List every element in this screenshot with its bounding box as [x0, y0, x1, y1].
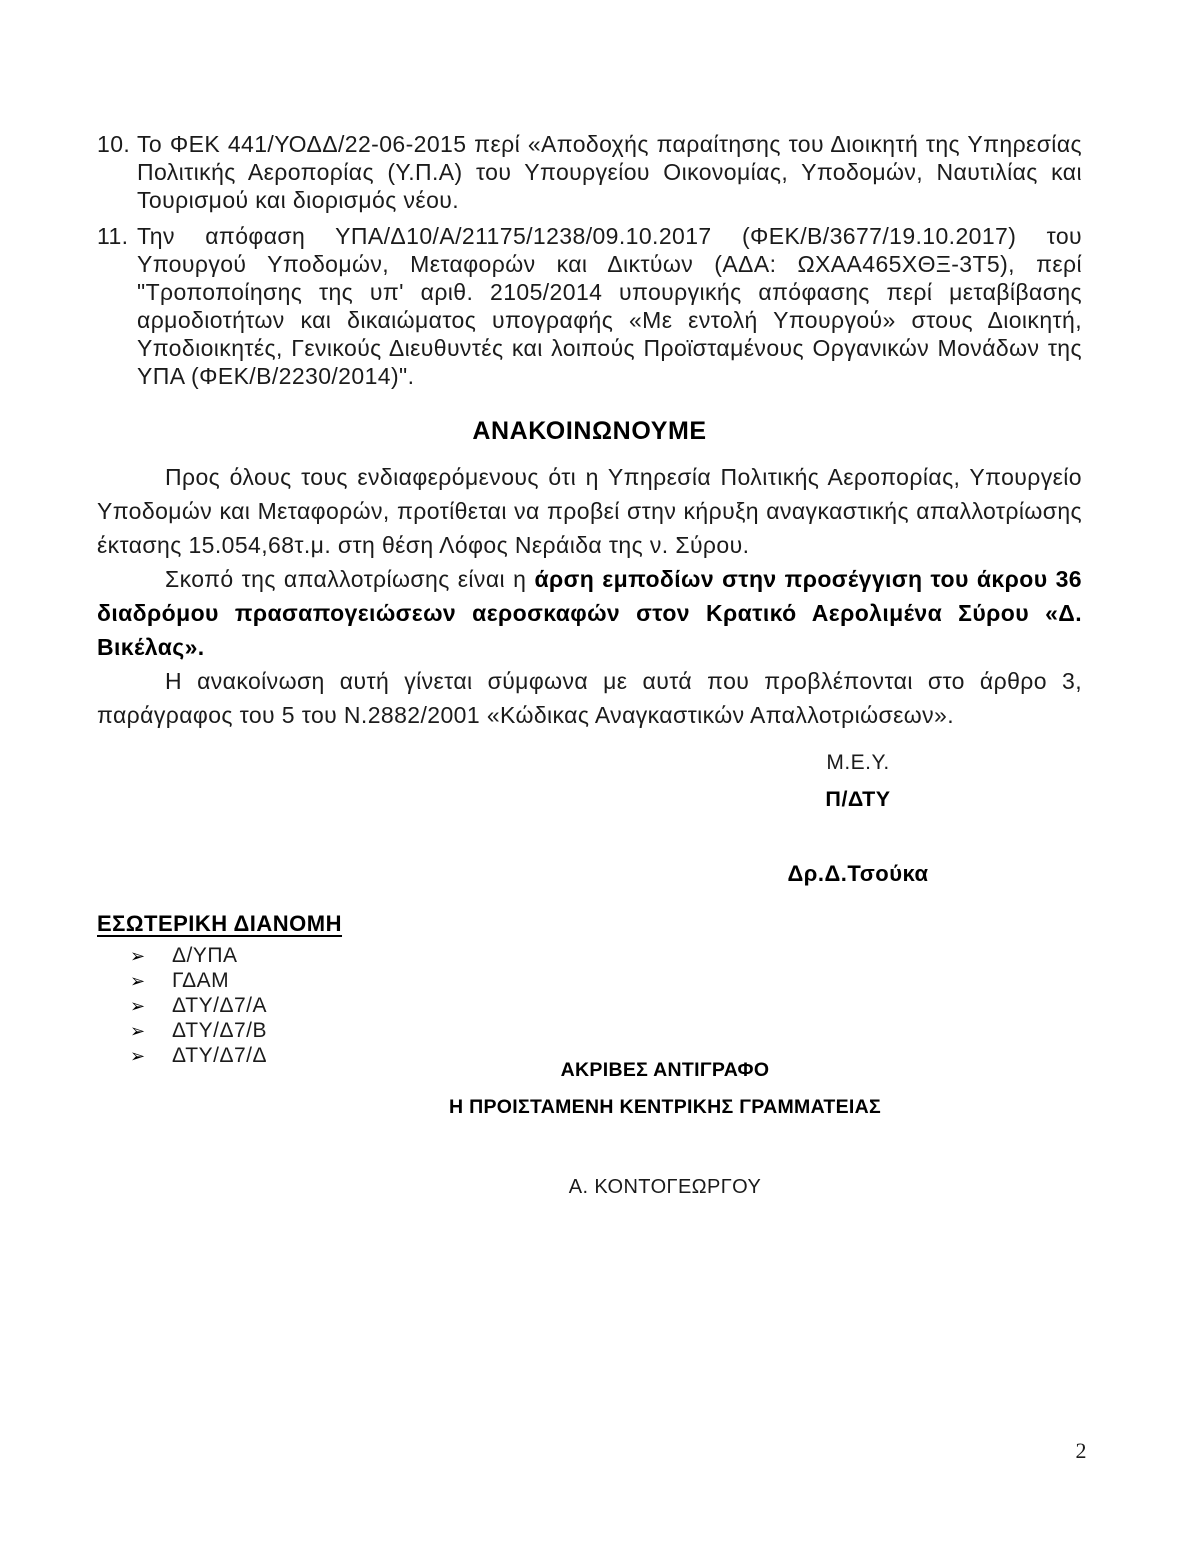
- distribution-item: [97, 969, 527, 994]
- reference-item-text: Την απόφαση ΥΠΑ/Δ10/Α/21175/1238/09.10.2017 (ΦΕΚ/Β/3677/19.10.2017) του Υπουργού Υποδομών, Μεταφορών και Δικτύων (ΑΔΑ: ΩΧΑΑ465ΧΘΞ-3Τ5), περί "Τροποποίησης της υπ' αριθ. 2105/2014 υπουργικής απόφασης περί μεταβίβασης αρμοδιοτήτων και δικαιώματος υπογραφής «Με εντολή Υπουργού» στους Διοικητή, Υποδιοικητές, Γενικούς Διευθυντές και λοιπούς Προϊσταμένους Οργανικών Μονάδων της ΥΠΑ (ΦΕΚ/Β/2230/2014)".: [137, 223, 1082, 389]
- distribution-item: [97, 944, 527, 969]
- document-body: [97, 130, 1082, 732]
- arrowhead-bullet-icon: ➢: [130, 971, 146, 992]
- paragraph-2-lead: Σκοπό της απαλλοτρίωσης είναι η: [165, 566, 535, 592]
- distribution-item-label: ΓΔΑΜ: [172, 969, 230, 992]
- announcement-paragraph-3: Η ανακοίνωση αυτή γίνεται σύμφωνα με αυτά που προβλέπονται στο άρθρο 3, παράγραφος του 5 του Ν.2882/2001 «Κώδικας Αναγκαστικών Απαλλοτριώσεων».: [97, 668, 1082, 728]
- announcement-paragraph-2: [97, 562, 1082, 664]
- arrowhead-bullet-icon: ➢: [130, 996, 146, 1017]
- distribution-item: [97, 994, 527, 1019]
- certification-line-1: ΑΚΡΙΒΕΣ ΑΝΤΙΓΡΑΦΟ: [560, 1059, 770, 1081]
- signature-role: Π/ΔΤΥ: [825, 787, 891, 811]
- reference-item-number: 10.: [97, 131, 131, 157]
- page-number: 2: [1075, 1438, 1087, 1463]
- arrowhead-bullet-icon: ➢: [130, 1046, 146, 1067]
- distribution-item-label: ΔΤΥ/Δ7/Δ: [172, 1044, 268, 1067]
- signature-name: Δρ.Δ.Τσούκα: [787, 861, 929, 886]
- arrowhead-bullet-icon: ➢: [130, 946, 146, 967]
- announcement-heading: ΑΝΑΚΟΙΝΩΝΟΥΜΕ: [472, 417, 707, 445]
- reference-item-text: Το ΦΕΚ 441/ΥΟΔΔ/22-06-2015 περί «Αποδοχής παραίτησης του Διοικητή της Υπηρεσίας Πολιτικής Αεροπορίας (Υ.Π.Α) του Υπουργείου Οικονομίας, Υποδομών, Ναυτιλίας και Τουρισμού και διορισμός νέου.: [137, 131, 1082, 213]
- distribution-item: [97, 1019, 527, 1044]
- certification-line-2: Η ΠΡΟΙΣΤΑΜΕΝΗ ΚΕΝΤΡΙΚΗΣ ΓΡΑΜΜΑΤΕΙΑΣ: [449, 1096, 881, 1118]
- distribution-heading: ΕΣΩΤΕΡΙΚΗ ΔΙΑΝΟΜΗ: [97, 911, 343, 936]
- signature-gap: [713, 818, 1003, 855]
- arrowhead-bullet-icon: ➢: [130, 1021, 146, 1042]
- certification-block: [390, 1058, 940, 1199]
- distribution-item-label: ΔΤΥ/Δ7/Α: [172, 994, 268, 1017]
- distribution-item-label: ΔΤΥ/Δ7/Β: [172, 1019, 268, 1042]
- internal-distribution: [97, 910, 527, 1069]
- certification-name: Α. ΚΟΝΤΟΓΕΩΡΓΟΥ: [568, 1176, 762, 1198]
- paragraph-2-bold-purpose: άρση εμποδίων στην προσέγγιση του άκρου 36 διαδρόμου πρασαπογειώσεων αεροσκαφών στον Κρατικό Αερολιμένα Σύρου «Δ. Βικέλας».: [97, 566, 1082, 660]
- signature-block: [713, 744, 1003, 892]
- signature-abbr: Μ.Ε.Υ.: [826, 751, 890, 774]
- reference-item-number: 11.: [97, 223, 129, 249]
- reference-item-10: [97, 130, 1082, 214]
- distribution-item-label: Δ/ΥΠΑ: [172, 944, 238, 967]
- announcement-paragraph-1: Προς όλους τους ενδιαφερόμενους ότι η Υπηρεσία Πολιτικής Αεροπορίας, Υπουργείο Υποδομών και Μεταφορών, προτίθεται να προβεί στην κήρυξη αναγκαστικής απαλλοτρίωσης έκτασης 15.054,68τ.μ. στη θέση Λόφος Νεράιδα της ν. Σύρου.: [97, 464, 1082, 558]
- reference-item-11: [97, 222, 1082, 390]
